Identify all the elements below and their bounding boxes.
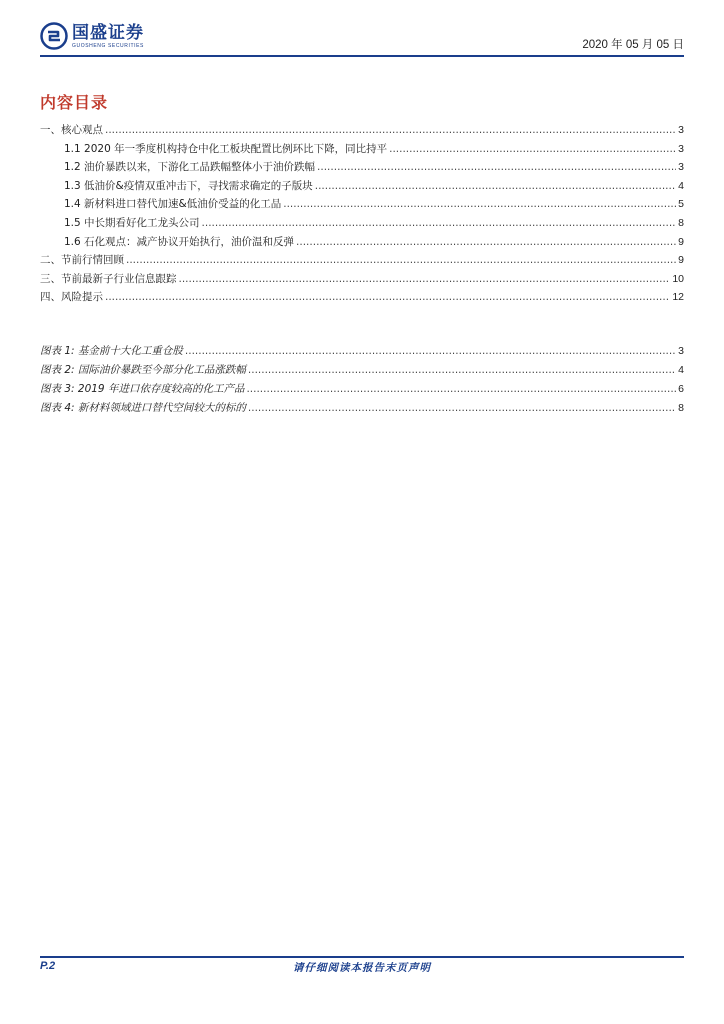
toc-page-number: 3 [678, 124, 684, 136]
figure-page-number: 4 [678, 364, 684, 376]
toc-entry[interactable]: 一、核心观点 ..... 3 [40, 122, 684, 141]
report-date: 2020 年 05 月 05 日 [582, 39, 684, 51]
leader-dots [248, 364, 676, 376]
toc-entry[interactable]: 二、节前行情回顾 ..... 9 [40, 252, 684, 271]
toc-page-number: 3 [678, 142, 684, 155]
toc-entry[interactable]: 1.1 2020 年一季度机构持仓中化工板块配置比例环比下降，同比持平 ..... 3 [40, 141, 684, 160]
toc-entry[interactable]: 四、风险提示 ..... 12 [40, 289, 684, 308]
figure-list [40, 343, 684, 419]
toc-entry[interactable]: 1.6 石化观点：减产协议开始执行，油价温和反弹 ..... 9 [40, 234, 684, 253]
company-logo [40, 20, 144, 52]
leader-dots [283, 198, 676, 210]
figure-page-number: 8 [678, 402, 684, 414]
leader-dots [248, 402, 676, 414]
page-number: P.2 [40, 960, 56, 972]
leader-dots [296, 236, 676, 248]
leader-dots [179, 273, 671, 285]
logo-chinese-name: 国盛证券 [72, 22, 144, 43]
leader-dots [246, 383, 676, 395]
leader-dots [389, 143, 676, 155]
toc-entry[interactable]: 1.3 低油价&疫情双重冲击下，寻找需求确定的子版块 ..... 4 [40, 178, 684, 197]
toc-page-number: 8 [678, 216, 684, 229]
leader-dots [105, 291, 670, 303]
toc-page-number: 9 [678, 235, 684, 248]
footer-divider [40, 956, 684, 958]
logo-mark-icon [40, 22, 68, 50]
logo-english-name: GUOSHENG SECURITIES [72, 42, 144, 49]
disclaimer-text: 请仔细阅读本报告末页声明 [293, 962, 431, 974]
leader-dots [317, 161, 676, 173]
toc-page-number: 4 [678, 179, 684, 192]
leader-dots [185, 345, 676, 357]
toc-entry[interactable]: 1.2 油价暴跌以来，下游化工品跌幅整体小于油价跌幅 ..... 3 [40, 159, 684, 178]
figure-entry[interactable]: 图表 1: 基金前十大化工重仓股 ..... 3 [40, 343, 684, 362]
toc-title: 内容目录 [40, 93, 109, 112]
leader-dots [126, 254, 676, 266]
leader-dots [105, 124, 676, 136]
leader-dots [202, 217, 677, 229]
toc-page-number: 9 [678, 254, 684, 267]
toc-page-number: 5 [678, 198, 684, 211]
leader-dots [315, 180, 676, 192]
figure-page-number: 6 [678, 383, 684, 395]
toc-page-number: 10 [672, 272, 684, 285]
toc-entry[interactable]: 三、节前最新子行业信息跟踪 ..... 10 [40, 271, 684, 290]
toc-entry[interactable]: 1.4 新材料进口替代加速&低油价受益的化工品 ..... 5 [40, 196, 684, 215]
figure-entry[interactable]: 图表 2: 国际油价暴跌至今部分化工品涨跌幅 ..... 4 [40, 362, 684, 381]
toc-page-number: 12 [672, 291, 684, 304]
figure-entry[interactable]: 图表 3: 2019 年进口依存度较高的化工产品 ..... 6 [40, 381, 684, 400]
toc-entry[interactable]: 1.5 中长期看好化工龙头公司 ..... 8 [40, 215, 684, 234]
header-divider [40, 55, 684, 57]
toc-page-number: 3 [678, 161, 684, 174]
figure-entry[interactable]: 图表 4: 新材料领域进口替代空间较大的标的 ..... 8 [40, 400, 684, 419]
page-header [40, 20, 684, 56]
toc-list [40, 122, 684, 308]
figure-page-number: 3 [678, 345, 684, 357]
